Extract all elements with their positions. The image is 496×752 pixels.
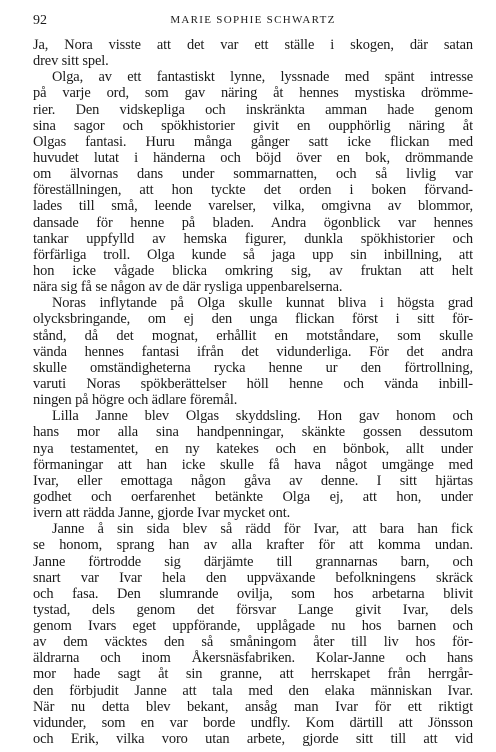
text-line: lades till små, leende varelser, vilka, omgivna av blommor, — [33, 198, 473, 215]
text-line: Janne förtrodde sig därjämte till grannarnas barn, och — [33, 553, 473, 570]
text-line: sina sagor och spökhistorier givit en oupphörlig näring åt — [33, 117, 473, 134]
text-line: äldrarna och inom Åkersnäsfabriken. Kolar-Janne och hans — [33, 650, 473, 667]
text-line: varuti Noras spökberättelser höll henne och vända inbill- — [33, 375, 473, 392]
text-line: skulle omständigheterna rycka henne ur den förtrollning, — [33, 359, 473, 376]
text-line: den förbjudit Janne att tala med den elaka människan Ivar. — [33, 682, 473, 699]
text-line: olycksbringande, om ej den unga flickan först i sitt för- — [33, 311, 473, 328]
book-page — [33, 13, 473, 748]
text-line: När nu detta blev bekant, ansåg man Ivar för ett riktigt — [33, 698, 473, 715]
text-line: stånd, då det mognat, erhållit en motståndare, som skulle — [33, 327, 473, 344]
text-line: av dem väcktes den så småningom åter till liv hos för- — [33, 634, 473, 651]
running-title: MARIE SOPHIE SCHWARTZ — [170, 14, 336, 26]
text-line: föreställningen, att hon tyckte det orden i boken förvand- — [33, 182, 473, 199]
text-line: mor hade sagt åt sin granne, att herrskapet från herrgår- — [33, 666, 473, 683]
text-line: ivern att rädda Janne, gjorde Ivar mycket ont. — [33, 505, 291, 522]
text-line: godhet och oerfarenhet betänkte Olga ej, att hon, under — [33, 488, 473, 505]
text-line: vidunder, som en var borde undfly. Kom därtill att Jönsson — [33, 714, 473, 731]
text-line: hon icke vågade blicka omkring sig, av fruktan att helt — [33, 262, 473, 279]
text-line: Janne å sin sida blev så rädd för Ivar, att bara han fick — [52, 521, 473, 538]
text-line: tystad, dels genom det försvar Lange givit Ivar, dels — [33, 601, 473, 618]
text-line: om älvornas dans under sommarnatten, och så livlig var — [33, 166, 473, 183]
body-text — [33, 37, 473, 747]
text-line: Noras inflytande på Olga skulle kunnat bliva i högsta grad — [52, 295, 473, 312]
text-line: genom Ivars eget uppförande, upplågade nu hos barnen och — [33, 618, 473, 635]
text-line: vända hennes fantasi ifrån det vidunderliga. För det andra — [33, 343, 473, 360]
text-line: se honom, sprang han av alla krafter för att komma undan. — [33, 537, 473, 554]
text-line: drev sitt spel. — [33, 53, 109, 70]
text-line: på varje ord, som gav näring åt hennes mystiska drömme- — [33, 85, 473, 102]
text-line: snart var Ivar hela den uppväxande befolkningens skräck — [33, 569, 473, 586]
text-line: hans mor alla sina handpenningar, skänkte gossen dessutom — [33, 424, 473, 441]
text-line: och fasa. Den slumrande ovilja, som hos arbetarna blivit — [33, 585, 473, 602]
text-line: dansade för henne på bladen. Andra ögonblick var hennes — [33, 214, 473, 231]
page-header — [33, 13, 473, 37]
text-line: Ivar, eller emottaga någon gåva av denne. I sitt hjärtas — [33, 472, 473, 489]
page-number: 92 — [33, 13, 47, 28]
text-line: Olga, av ett fantastiskt lynne, lyssnade med spänt intresse — [52, 69, 473, 86]
text-line: förfärliga troll. Olga kunde så jaga upp sin inbillning, att — [33, 246, 473, 263]
text-line: Ja, Nora visste att det var ett ställe i skogen, där satan — [33, 37, 473, 53]
text-line: tankar uppfylld av hemska figurer, dunkla spökhistorier och — [33, 230, 473, 247]
text-line: huvudet lutat i händerna och böjd över en bok, drömmande — [33, 149, 473, 166]
text-line: ningen på högre och ädlare föremål. — [33, 392, 238, 409]
text-line: rier. Den vidskepliga och inskränkta amman hade genom — [33, 101, 473, 118]
text-line: nya testamentet, en ny katekes och en bönbok, allt under — [33, 440, 473, 457]
text-line: Olgas fantasi. Huru många gånger satt icke flickan med — [33, 133, 473, 150]
text-line: förmaningar att han icke skulle få hava något umgänge med — [33, 456, 473, 473]
text-line: Lilla Janne blev Olgas skyddsling. Hon gav honom och — [52, 408, 473, 425]
text-line: och Erik, vilka voro utan arbete, gjorde sitt till att vid — [33, 731, 473, 748]
text-line: nära sig få se någon av de där rysliga uppenbarelserna. — [33, 279, 343, 296]
